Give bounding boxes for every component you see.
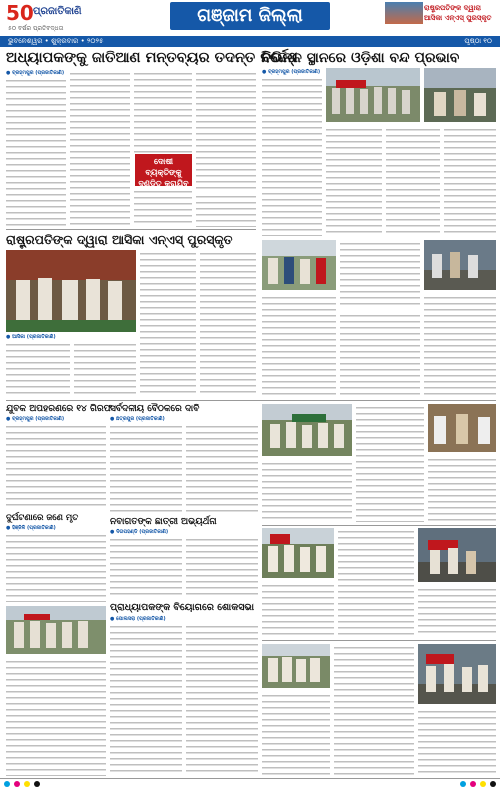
- page-footer: [0, 778, 500, 789]
- story-2-column-4: [444, 126, 496, 236]
- headline-story-8: ପ୍ରାଧ୍ୟାପକଙ୍କ ବିୟୋଗରେ ଶୋକସଭା: [110, 602, 255, 613]
- headline-story-3: ରାଷ୍ଟ୍ରପତିଙ୍କ ଦ୍ୱାରା ଆସିକା ଏନ୍‌ଏସ୍‌ ପୁରସ୍କୃତ: [6, 232, 233, 247]
- crowd-road-photo: [418, 644, 496, 704]
- story-11-photo-2: [418, 644, 496, 704]
- byline-story-1: ● ବ୍ରହ୍ମପୁର (ପ୍ରଜାତିକାଣି): [6, 70, 65, 76]
- road-block-photo: [424, 240, 496, 290]
- byline-story-4: ● ଛତ୍ରପୁର (ପ୍ରଜାତିକାଣି): [110, 416, 165, 422]
- story-11-column-1: [334, 644, 414, 776]
- story-1-column-4b: [196, 193, 256, 227]
- story-10-column-2: [262, 582, 334, 636]
- story-6-column-1: [110, 536, 182, 598]
- story-11-photo-1: [262, 644, 330, 688]
- paper-tagline: ୫୦ ବର୍ଷର ପ୍ରତିବଦ୍ଧତା: [8, 25, 64, 32]
- registration-mark-black: [490, 781, 496, 787]
- story-3-column-2: [74, 341, 136, 397]
- divider: [6, 400, 496, 401]
- story-2-photo-5: [262, 404, 352, 456]
- story-10-column-3: [418, 586, 496, 636]
- byline-story-6: ● ଦିଗପହଣ୍ଡି (ପ୍ରଜାତିକାଣି): [110, 529, 169, 535]
- page-title: ଗଞ୍ଜାମ ଜିଲ୍ଲା: [170, 2, 330, 30]
- story-4-column-1: [110, 423, 182, 513]
- story-2-column-8: [424, 294, 496, 397]
- registration-mark-magenta: [470, 781, 476, 787]
- story-2-column-1: [262, 76, 322, 236]
- story-2-photo-2: [424, 68, 496, 122]
- students-photo: [262, 644, 330, 688]
- headline-story-4: ସର୍ବଦଳୀୟ ବୈଠକରେ ଦାବି: [110, 404, 200, 414]
- dateline-date: ଭୁବନେଶ୍ୱର • ଶୁକ୍ରବାର • ୨୦୨୫: [8, 37, 104, 45]
- story-1-column-3: [134, 70, 192, 153]
- meeting-photo: [428, 404, 496, 452]
- story-7-column-2: [6, 658, 106, 776]
- story-3-column-4: [200, 250, 256, 397]
- story-2-photo-3: [262, 240, 336, 290]
- registration-mark-cyan: [4, 781, 10, 787]
- headline-story-1: ଅଧ୍ୟାପକଙ୍କୁ ଜାତିଆଣ ମନ୍ତବ୍ୟର ତଦନ୍ତ ନିର୍ଦ୍ଦେଶ: [6, 50, 298, 66]
- story-10-photo-1: [262, 528, 334, 578]
- divider: [262, 640, 496, 641]
- award-ceremony-photo: [6, 250, 136, 332]
- story-1-column-1: [6, 77, 66, 227]
- story-9-column-2: [262, 460, 352, 522]
- story-1-column-2: [70, 70, 130, 227]
- paper-name: ପ୍ରଜାତିକାଣି: [33, 6, 82, 17]
- story-3-column-1: [6, 341, 70, 397]
- story-2-column-5: [340, 240, 420, 308]
- story-9-photo: [428, 404, 496, 452]
- page-number: ପୃଷ୍ଠା ୧୦: [464, 37, 492, 45]
- story-10-column-1: [338, 528, 414, 636]
- story-7-photo: [6, 606, 106, 654]
- story-8-column-2: [186, 623, 258, 776]
- story-1-callout: ଦୋଷୀ ବ୍ୟକ୍ତିଙ୍କୁ ଦଣ୍ଡିତ କରାଯିବ: [135, 154, 192, 186]
- registration-mark-black: [34, 781, 40, 787]
- story-2-photo-1: [326, 68, 420, 122]
- story-2-column-6: [262, 294, 336, 397]
- story-6-column-2: [186, 536, 258, 598]
- headline-story-7: ଦୁର୍ଘଟଣାରେ ଜଣେ ମୃତ: [6, 513, 79, 523]
- bandh-crowd-photo: [326, 68, 420, 122]
- story-11-column-2: [262, 692, 330, 776]
- headline-story-2: ବିଭିନ୍ନ ସ୍ଥାନରେ ଓଡ଼ିଶା ବନ୍ଦ ପ୍ରଭାବ: [262, 50, 460, 66]
- registration-mark-cyan: [460, 781, 466, 787]
- headline-story-5: ଯୁବକ ଅପହରଣରେ ୧୪ ଗିରଫ: [6, 404, 113, 414]
- flag-rally-photo: [262, 528, 334, 578]
- paper-logo-number: 50: [6, 1, 34, 25]
- story-2-column-7: [340, 312, 420, 397]
- byline-story-7: ● ହିଞ୍ଜିଳି (ପ୍ରଜାତିକାଣି): [6, 525, 56, 531]
- story-5-column-1: [6, 423, 106, 509]
- story-3-column-3: [140, 250, 196, 397]
- teaser-photo: [385, 2, 423, 24]
- story-2-photo-4: [424, 240, 496, 290]
- protest-photo: [262, 240, 336, 290]
- story-2-column-3: [386, 126, 440, 236]
- story-10-photo-2: [418, 528, 496, 582]
- top-teaser: ରାଷ୍ଟ୍ରପତିଙ୍କ ଦ୍ୱାରା ଆସିକା ଏନ୍‌ଏସ୍‌ ପୁରସ୍କୃତ: [424, 4, 492, 22]
- story-1-column-4: [196, 70, 256, 190]
- story-8-column-1: [110, 623, 182, 776]
- story-4-column-2: [186, 423, 258, 513]
- story-1-column-3b: [134, 188, 192, 227]
- story-3-photo: [6, 250, 136, 332]
- registration-mark-yellow: [24, 781, 30, 787]
- strike-photo: [418, 528, 496, 582]
- story-9-column-3: [428, 456, 496, 522]
- registration-mark-yellow: [480, 781, 486, 787]
- sit-in-photo: [262, 404, 352, 456]
- bandh-market-photo: [424, 68, 496, 122]
- byline-story-8: ● ପୋଲସରା (ପ୍ରଜାତିକାଣି): [110, 616, 166, 622]
- byline-story-3: ● ଆସିକା (ପ୍ରଜାତିକାଣି): [6, 334, 56, 340]
- dateline-bar: [0, 36, 500, 47]
- byline-story-2: ● ବ୍ରହ୍ମପୁର (ପ୍ରଜାତିକାଣି): [262, 69, 321, 75]
- registration-mark-magenta: [14, 781, 20, 787]
- headline-story-6: ନବାଗତଙ୍କ ଛାତ୍ରୀ ଅଭ୍ୟର୍ଥନା: [110, 517, 217, 527]
- masthead: [0, 0, 500, 36]
- story-11-column-3: [418, 708, 496, 776]
- byline-story-5: ● ବ୍ରହ୍ମପୁର (ପ୍ରଜାତିକାଣି): [6, 416, 65, 422]
- story-2-column-2: [326, 126, 382, 236]
- divider: [6, 229, 256, 230]
- divider: [262, 525, 496, 526]
- story-7-column-1: [6, 532, 106, 602]
- rally-photo: [6, 606, 106, 654]
- story-9-column-1: [356, 404, 424, 522]
